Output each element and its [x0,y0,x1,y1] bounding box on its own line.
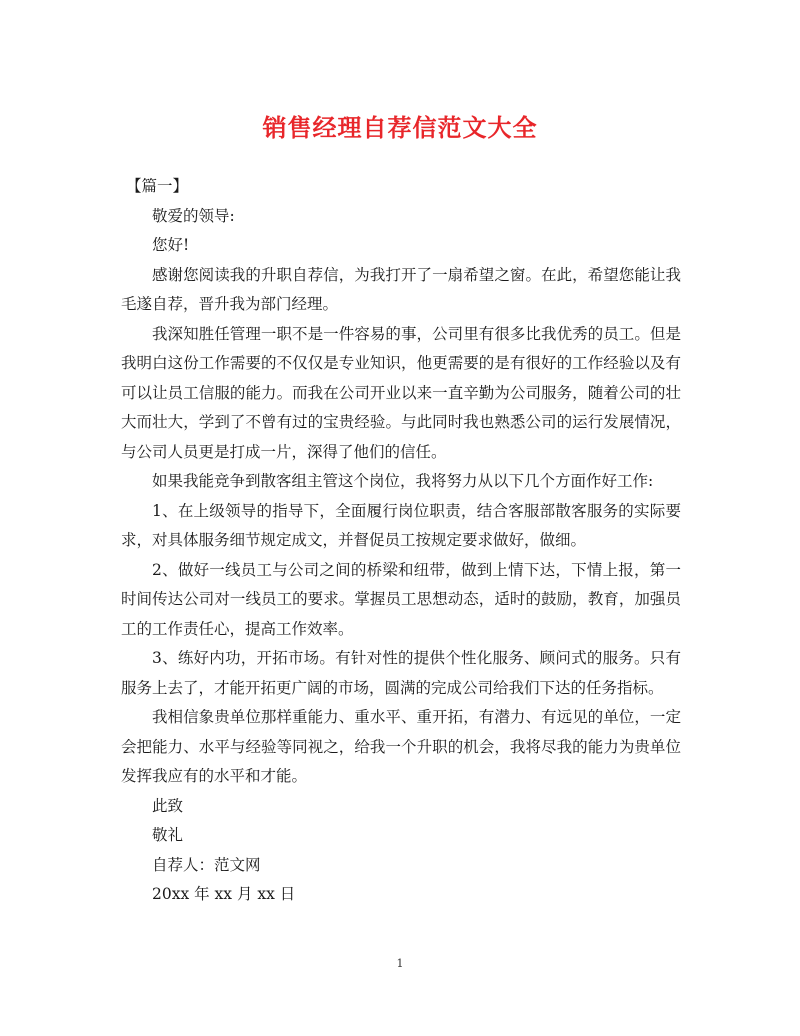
paragraph-intro: 感谢您阅读我的升职自荐信，为我打开了一扇希望之窗。在此，希望您能让我毛遂自荐，晋升我为部门经理。 [121,265,681,313]
salutation: 敬爱的领导: [152,206,235,225]
paragraph-plan-1: 1、在上级领导的指导下，全面履行岗位职责，结合客服部散客服务的实际要求，对具体服务细节规定成文，并督促员工按规定要求做好，做细。 [121,501,681,549]
closing-jing-li: 敬礼 [152,826,184,844]
closing-ci-zhi: 此致 [152,796,184,815]
section-label: 【篇一】 [126,177,189,195]
paragraph-plan-2: 2、做好一线员工与公司之间的桥梁和纽带，做到上情下达，下情上报，第一时间传达公司对一线员工的要求。掌握员工思想动态，适时的鼓励，教育，加强员工的工作责任心，提高工作效率。 [121,560,681,638]
document-title: 销售经理自荐信范文大全 [262,113,538,142]
page-number: 1 [396,957,404,970]
signature-line: 自荐人：范文网 [152,855,261,874]
paragraph-conclusion: 我相信象贵单位那样重能力、重水平、重开拓，有潜力、有远见的单位，一定会把能力、水平与经验等同视之，给我一个升职的机会，我将尽我的能力为贵单位发挥我应有的水平和才能。 [121,708,681,785]
document-body [121,172,681,910]
greeting: 您好! [152,236,190,254]
date-line: 20xx 年 xx 月 xx 日 [152,885,296,903]
paragraph-experience: 我深知胜任管理一职不是一件容易的事，公司里有很多比我优秀的员工。但是我明白这份工作需要的不仅仅是专业知识，他更需要的是有很好的工作经验以及有可以让员工信服的能力。而我在公司开业以来一直辛勤为公司服务，随着公司的壮大而壮大，学到了不曾有过的宝贵经验。与此同时我也熟悉公司的运行发展情况，与公司人员更是打成一片，深得了他们的信任。 [121,324,681,461]
paragraph-plan-intro: 如果我能竞争到散客组主管这个岗位，我将努力从以下几个方面作好工作: [152,472,654,490]
paragraph-plan-3: 3、练好内功，开拓市场。有针对性的提供个性化服务、顾问式的服务。只有服务上去了，才能开拓更广阔的市场，圆满的完成公司给我们下达的任务指标。 [121,649,681,697]
